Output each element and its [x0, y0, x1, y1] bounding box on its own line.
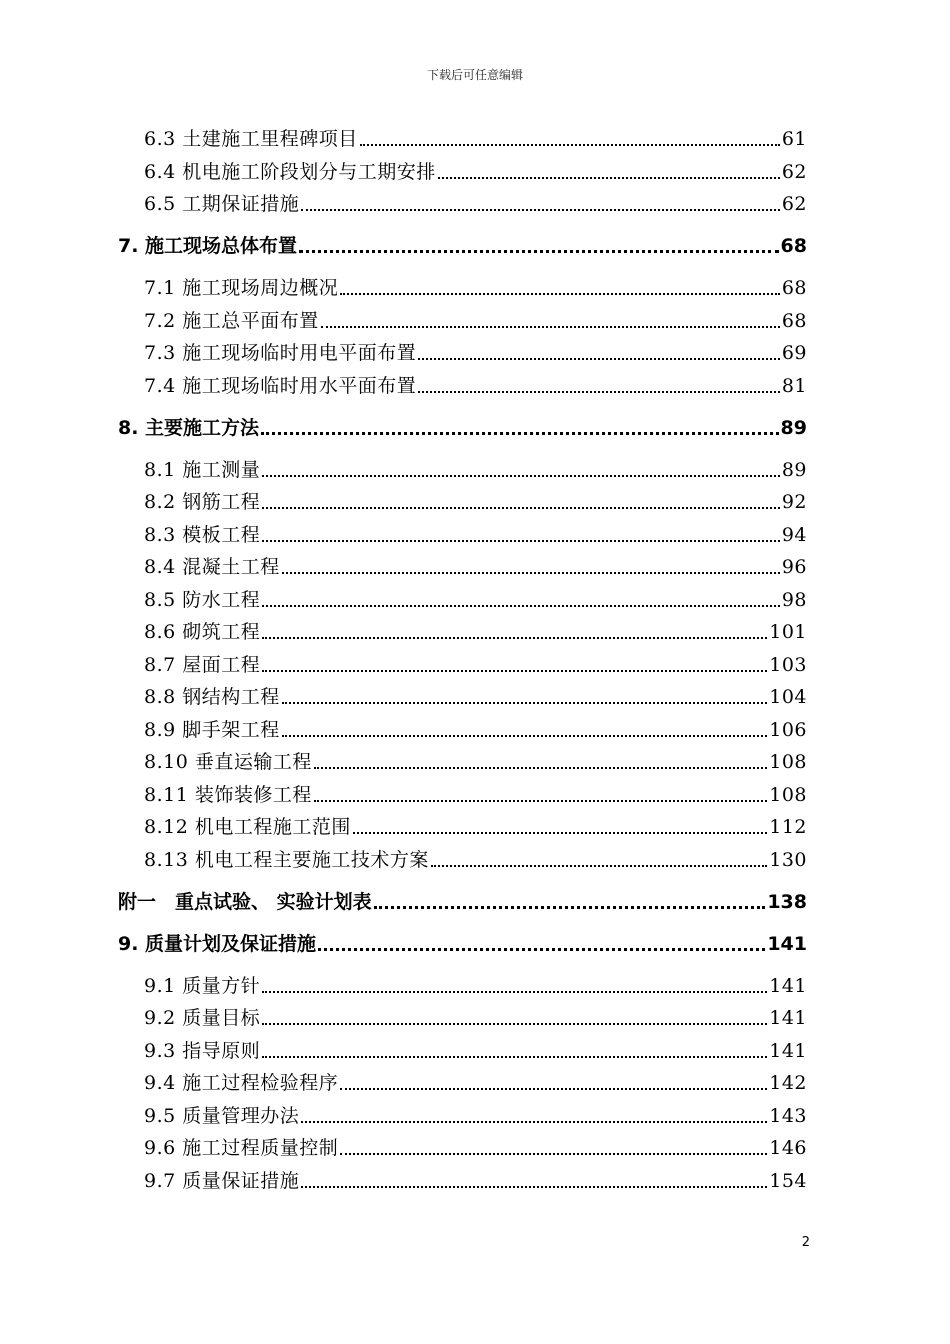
toc-entry-title: 8.6 砌筑工程 — [144, 621, 261, 643]
toc-entry-page: 138 — [767, 891, 807, 913]
toc-entry[interactable] — [144, 552, 807, 579]
toc-dot-leader — [353, 832, 767, 834]
toc-entry-page: 69 — [781, 342, 807, 364]
page-number: 2 — [801, 1235, 810, 1250]
toc-entry-page: 62 — [781, 161, 807, 183]
toc-entry-title: 8.5 防水工程 — [144, 589, 261, 611]
toc-entry-title: 8.12 机电工程施工范围 — [144, 816, 351, 838]
toc-entry[interactable] — [144, 715, 807, 742]
toc-entry-page: 98 — [781, 589, 807, 611]
toc-entry-page: 68 — [781, 310, 807, 332]
toc-dot-leader — [262, 1056, 767, 1058]
toc-dot-leader — [299, 250, 778, 253]
toc-dot-leader — [262, 475, 780, 477]
toc-dot-leader — [262, 670, 767, 672]
toc-dot-leader — [301, 1121, 767, 1123]
toc-entry-page: 92 — [781, 491, 807, 513]
toc-entry-page: 89 — [780, 417, 807, 439]
toc-entry-title: 6.4 机电施工阶段划分与工期安排 — [144, 161, 436, 183]
toc-entry-page: 68 — [781, 277, 807, 299]
toc-entry-page: 146 — [769, 1137, 807, 1159]
toc-entry[interactable] — [144, 157, 807, 184]
toc-entry-page: 106 — [769, 719, 807, 741]
toc-dot-leader — [261, 432, 778, 435]
toc-entry[interactable] — [144, 189, 807, 216]
toc-entry[interactable] — [144, 650, 807, 677]
toc-entry[interactable] — [144, 520, 807, 547]
toc-dot-leader — [340, 293, 780, 295]
toc-entry-title: 8.11 装饰装修工程 — [144, 784, 312, 806]
toc-dot-leader — [262, 1023, 767, 1025]
toc-entry[interactable] — [118, 929, 807, 956]
toc-dot-leader — [418, 358, 780, 360]
toc-entry-page: 61 — [781, 128, 807, 150]
toc-dot-leader — [318, 948, 765, 951]
toc-dot-leader — [301, 1186, 767, 1188]
toc-dot-leader — [314, 767, 767, 769]
toc-entry-title: 8.8 钢结构工程 — [144, 686, 280, 708]
toc-entry[interactable] — [144, 812, 807, 839]
toc-entry[interactable] — [144, 747, 807, 774]
toc-entry-title: 9.7 质量保证措施 — [144, 1170, 300, 1192]
toc-entry-page: 130 — [769, 849, 807, 871]
toc-entry-title: 8. 主要施工方法 — [118, 417, 260, 439]
toc-entry-page: 96 — [781, 556, 807, 578]
toc-entry-page: 108 — [769, 784, 807, 806]
toc-entry[interactable] — [144, 1166, 807, 1193]
toc-entry-title: 9. 质量计划及保证措施 — [118, 933, 317, 955]
toc-entry-page: 104 — [769, 686, 807, 708]
toc-dot-leader — [418, 391, 780, 393]
toc-entry-title: 7.3 施工现场临时用电平面布置 — [144, 342, 417, 364]
toc-entry[interactable] — [144, 585, 807, 612]
toc-entry-page: 62 — [781, 193, 807, 215]
toc-entry-page: 141 — [769, 1040, 807, 1062]
toc-dot-leader — [262, 991, 767, 993]
toc-dot-leader — [262, 605, 780, 607]
toc-entry[interactable] — [118, 413, 807, 440]
toc-entry[interactable] — [144, 971, 807, 998]
toc-entry-title: 9.5 质量管理办法 — [144, 1105, 300, 1127]
toc-entry-title: 8.1 施工测量 — [144, 459, 261, 481]
toc-entry-page: 154 — [769, 1170, 807, 1192]
toc-dot-leader — [374, 906, 766, 909]
toc-entry-page: 103 — [769, 654, 807, 676]
toc-entry-page: 94 — [781, 524, 807, 546]
toc-entry[interactable] — [144, 1133, 807, 1160]
toc-entry-title: 8.4 混凝土工程 — [144, 556, 280, 578]
toc-dot-leader — [321, 326, 780, 328]
toc-dot-leader — [360, 144, 780, 146]
toc-entry[interactable] — [144, 780, 807, 807]
toc-entry-title: 8.9 脚手架工程 — [144, 719, 280, 741]
toc-entry[interactable] — [144, 273, 807, 300]
toc-entry-page: 141 — [769, 1007, 807, 1029]
toc-entry-title: 7.4 施工现场临时用水平面布置 — [144, 375, 417, 397]
toc-entry-title: 8.7 屋面工程 — [144, 654, 261, 676]
toc-entry[interactable] — [118, 231, 807, 258]
toc-entry[interactable] — [144, 617, 807, 644]
header-note: 下载后可任意编辑 — [426, 68, 523, 82]
toc-entry[interactable] — [144, 1036, 807, 1063]
toc-dot-leader — [340, 1153, 767, 1155]
toc-entry-page: 68 — [780, 235, 807, 257]
toc-entry-page: 101 — [769, 621, 807, 643]
toc-entry-title: 9.4 施工过程检验程序 — [144, 1072, 339, 1094]
toc-entry-title: 9.2 质量目标 — [144, 1007, 261, 1029]
toc-dot-leader — [262, 507, 780, 509]
toc-entry[interactable] — [144, 124, 807, 151]
toc-dot-leader — [431, 865, 767, 867]
toc-entry-title: 7. 施工现场总体布置 — [118, 235, 298, 257]
toc-entry-title: 9.6 施工过程质量控制 — [144, 1137, 339, 1159]
toc-entry-page: 108 — [769, 751, 807, 773]
toc-entry-title: 6.3 土建施工里程碑项目 — [144, 128, 358, 150]
toc-entry[interactable] — [144, 1003, 807, 1030]
toc-dot-leader — [282, 735, 767, 737]
toc-entry-page: 89 — [781, 459, 807, 481]
toc-entry[interactable] — [118, 887, 807, 914]
toc-entry-title: 9.3 指导原则 — [144, 1040, 261, 1062]
toc-entry-title: 8.10 垂直运输工程 — [144, 751, 312, 773]
toc-dot-leader — [282, 702, 767, 704]
toc-dot-leader — [262, 637, 767, 639]
toc-entry-page: 143 — [769, 1105, 807, 1127]
toc-entry-title: 6.5 工期保证措施 — [144, 193, 300, 215]
toc-entry-page: 112 — [769, 816, 807, 838]
toc-entry-title: 附一 重点试验、 实验计划表 — [118, 891, 372, 913]
toc-entry[interactable] — [144, 338, 807, 365]
toc-entry[interactable] — [144, 1101, 807, 1128]
toc-dot-leader — [438, 177, 780, 179]
toc-entry-page: 141 — [767, 933, 807, 955]
toc-entry[interactable] — [144, 306, 807, 333]
toc-dot-leader — [340, 1088, 767, 1090]
toc-dot-leader — [301, 209, 780, 211]
toc-entry[interactable] — [144, 455, 807, 482]
toc-entry-page: 81 — [781, 375, 807, 397]
toc-entry[interactable] — [144, 1068, 807, 1095]
toc-entry[interactable] — [144, 845, 807, 872]
toc-entry[interactable] — [144, 682, 807, 709]
toc-entry-title: 9.1 质量方针 — [144, 975, 261, 997]
toc-entry-page: 142 — [769, 1072, 807, 1094]
toc-entry[interactable] — [144, 487, 807, 514]
toc-dot-leader — [262, 540, 780, 542]
toc-entry-title: 7.2 施工总平面布置 — [144, 310, 319, 332]
toc-entry[interactable] — [144, 371, 807, 398]
toc-dot-leader — [314, 800, 767, 802]
toc-entry-title: 8.13 机电工程主要施工技术方案 — [144, 849, 429, 871]
toc-dot-leader — [282, 572, 780, 574]
toc-entry-page: 141 — [769, 975, 807, 997]
toc-entry-title: 7.1 施工现场周边概况 — [144, 277, 339, 299]
toc-entry-title: 8.3 模板工程 — [144, 524, 261, 546]
toc-entry-title: 8.2 钢筋工程 — [144, 491, 261, 513]
